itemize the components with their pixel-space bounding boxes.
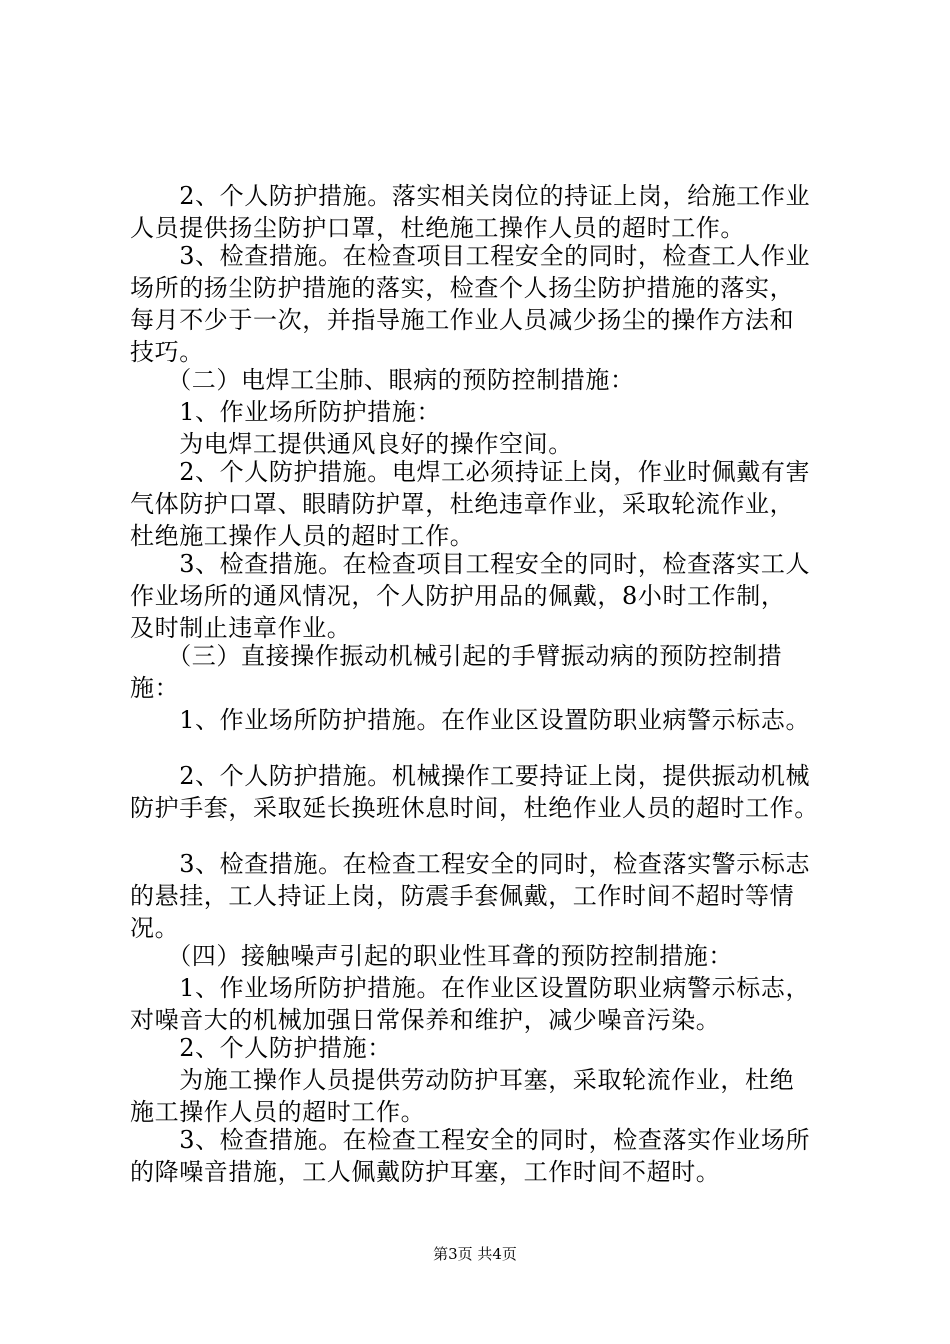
text-line: 1、作业场所防护措施。在作业区设置防职业病警示标志。: [130, 706, 811, 734]
text-line: 人员提供扬尘防护口罩，杜绝施工操作人员的超时工作。: [130, 214, 745, 242]
text-line: 对噪音大的机械加强日常保养和维护，减少噪音污染。: [130, 1006, 721, 1034]
text-line: 1、作业场所防护措施：: [130, 398, 442, 426]
text-line: 防护手套，采取延长换班休息时间，杜绝作业人员的超时工作。: [130, 794, 819, 822]
text-line: 3、检查措施。在检查项目工程安全的同时，检查工人作业: [130, 242, 811, 270]
text-line: 的悬挂，工人持证上岗，防震手套佩戴，工作时间不超时等情: [130, 882, 795, 910]
text-line: 作业场所的通风情况，个人防护用品的佩戴，8小时工作制，: [130, 582, 786, 610]
page-footer: 第3页 共4页: [433, 1245, 517, 1263]
text-line: 每月不少于一次，并指导施工作业人员减少扬尘的操作方法和: [130, 306, 795, 334]
text-line: （二）电焊工尘肺、眼病的预防控制措施：: [130, 366, 635, 394]
text-line: 2、个人防护措施：: [130, 1034, 392, 1062]
text-line: 为电焊工提供通风良好的操作空间。: [130, 430, 573, 458]
text-line: 况。: [130, 914, 180, 942]
text-line: （三）直接操作振动机械引起的手臂振动病的预防控制措: [130, 642, 783, 670]
text-line: （四）接触噪声引起的职业性耳聋的预防控制措施：: [130, 942, 733, 970]
text-line: 施工操作人员的超时工作。: [130, 1098, 426, 1126]
text-line: 的降噪音措施，工人佩戴防护耳塞，工作时间不超时。: [130, 1158, 721, 1186]
text-line: 场所的扬尘防护措施的落实，检查个人扬尘防护措施的落实，: [130, 274, 795, 302]
text-line: 2、个人防护措施。落实相关岗位的持证上岗，给施工作业: [130, 182, 811, 210]
text-line: 技巧。: [130, 338, 204, 366]
text-line: 2、个人防护措施。电焊工必须持证上岗，作业时佩戴有害: [130, 458, 811, 486]
text-line: 气体防护口罩、眼睛防护罩，杜绝违章作业，采取轮流作业，: [130, 490, 795, 518]
text-line: 杜绝施工操作人员的超时工作。: [130, 522, 475, 550]
text-line: 及时制止违章作业。: [130, 614, 352, 642]
text-line: 2、个人防护措施。机械操作工要持证上岗，提供振动机械: [130, 762, 811, 790]
text-line: 1、作业场所防护措施。在作业区设置防职业病警示标志，: [130, 974, 811, 1002]
text-line: 为施工操作人员提供劳动防护耳塞，采取轮流作业，杜绝: [130, 1066, 795, 1094]
text-line: 3、检查措施。在检查工程安全的同时，检查落实警示标志: [130, 850, 811, 878]
text-line: 施：: [130, 674, 180, 702]
text-line: 3、检查措施。在检查项目工程安全的同时，检查落实工人: [130, 550, 811, 578]
text-line: 3、检查措施。在检查工程安全的同时，检查落实作业场所: [130, 1126, 811, 1154]
